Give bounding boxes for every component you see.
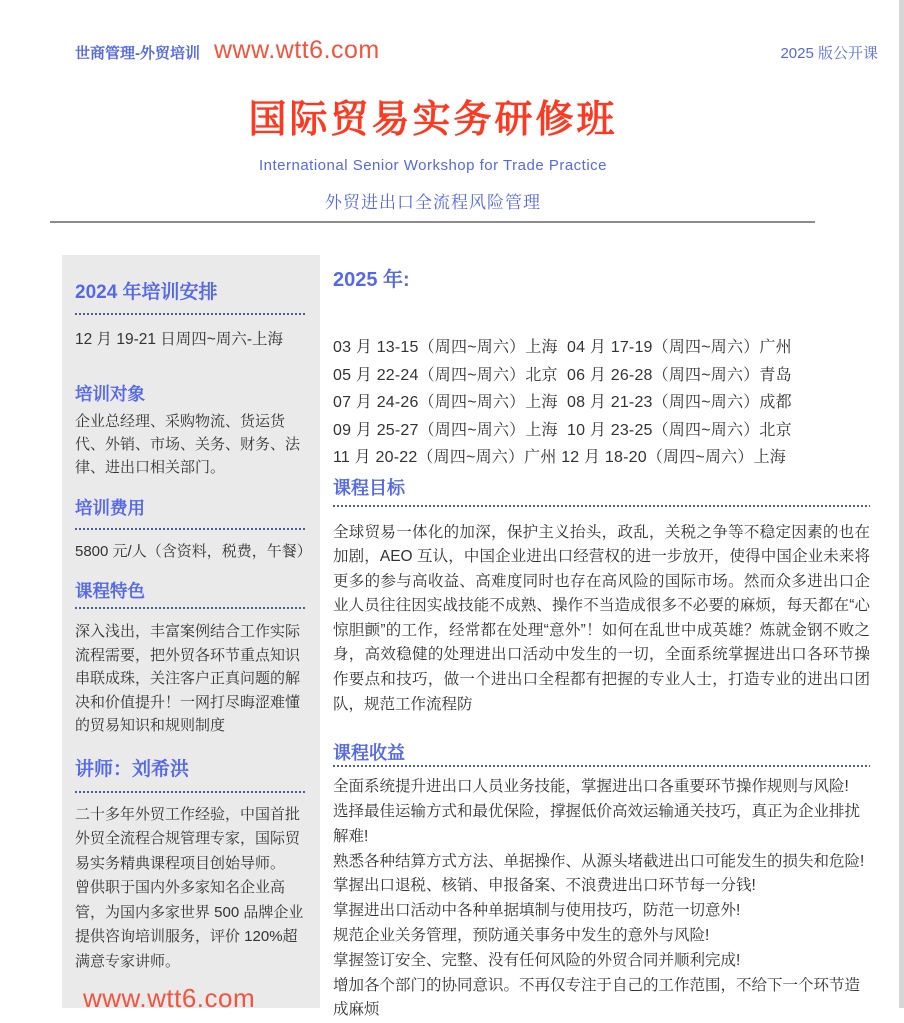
schedule-row: 07 月 24-26（周四~周六）上海 08 月 21-23（周四~周六）成都 [333, 394, 792, 411]
scrollbar-track[interactable] [899, 0, 904, 1008]
sidebar-heading-lecturer: 讲师：刘希洪 [75, 758, 190, 780]
benefit-item: 全面系统提升进出口人员业务技能，掌握进出口各重要环节操作规则与风险! [333, 778, 849, 796]
benefit-item: 熟悉各种结算方式方法、单据操作、从源头堵截进出口可能发生的损失和危险! [333, 852, 865, 870]
page-title: 国际贸易实务研修班 [248, 99, 618, 141]
header-divider [50, 221, 815, 223]
sidebar [62, 255, 320, 1008]
dotted-separator [75, 607, 307, 609]
schedule-row: 05 月 22-24（周四~周六）北京 06 月 26-28（周四~周六）青岛 [333, 366, 792, 384]
dotted-separator [333, 505, 870, 507]
dotted-separator [333, 765, 870, 767]
site-link-top[interactable]: www.wtt6.com [214, 36, 380, 64]
site-link-bottom[interactable]: www.wtt6.com [83, 983, 256, 1008]
objectives-text: 全球贸易一体化的加深，保护主义抬头，政乱，关税之争等不稳定因素的也在加剧，AEO 互认，中国企业进出口经营权的进一步放开，使得中国企业未来将更多的参与高收益、高难度同时也存在高风险的国际市场。然而众多进出口企业人员往往因实战技能不成熟、操作不当造成很多不必要的麻烦，每天都在“心惊胆颤”的工作，经常都在处理“意外”！如何在乱世中成英雄？炼就金钢不败之身，高效稳健的处理进出口活动中发生的一切，全面系统掌握进出口各环节操作要点和技巧，做一个进出口全程都有把握的专业人士，打造专业的进出口团队，规范工作流程防 [333, 523, 870, 713]
fee-text: 5800 元/人（含资料，税费，午餐） [75, 543, 312, 560]
schedule-2025-list [333, 334, 870, 472]
sidebar-heading-features: 课程特色 [75, 581, 145, 601]
heading-2025-schedule: 2025 年: [333, 269, 410, 291]
sidebar-heading-2024-schedule: 2024 年培训安排 [75, 282, 218, 303]
benefit-item: 选择最佳运输方式和最优保险，撑握低价高效运输通关技巧，真正为企业排扰解难! [333, 803, 861, 845]
brand-label: 世商管理-外贸培训 [75, 45, 200, 62]
dotted-separator [75, 313, 307, 315]
subtitle-english: International Senior Workshop for Trade Practice [258, 157, 608, 174]
benefit-item: 增加各个部门的协同意识。不再仅专注于自己的工作范围，不给下一个环节造成麻烦 [333, 976, 861, 1019]
lecturer-bio-2: 曾供职于国内外多家知名企业高管，为国内多家世界 500 品牌企业提供咨询培训服务，评价 120%超满意专家讲师。 [75, 879, 304, 970]
dotted-separator [75, 791, 307, 793]
main-content [333, 255, 870, 1023]
audience-text: 企业总经理、采购物流、货运货代、外销、市场、关务、财务、法律、进出口相关部门。 [75, 413, 301, 476]
heading-objectives: 课程目标 [333, 477, 405, 498]
edition-label: 2025 版公开课 [780, 45, 878, 62]
header [75, 36, 878, 65]
benefit-item: 掌握进出口活动中各种单据填制与使用技巧，防范一切意外! [333, 902, 741, 920]
session-2024: 12 月 19-21 日周四~周六-上海 [75, 331, 284, 348]
dotted-separator [75, 528, 307, 530]
lecturer-bio-1: 二十多年外贸工作经验，中国首批外贸全流程合规管理专家，国际贸易实务精典课程项目创始导师。 [75, 805, 301, 872]
sidebar-heading-fee: 培训费用 [75, 498, 145, 518]
benefit-item: 掌握出口退税、核销、申报备案、不浪费进出口环节每一分钱! [333, 877, 756, 895]
schedule-row: 11 月 20-22（周四~周六）广州 12 月 18-20（周四~周六）上海 [333, 449, 786, 466]
schedule-row: 03 月 13-15（周四~周六）上海 04 月 17-19（周四~周六）广州 [333, 339, 792, 356]
schedule-row: 09 月 25-27（周四~周六）上海 10 月 23-25（周四~周六）北京 [333, 421, 792, 439]
benefit-item: 规范企业关务管理，预防通关事务中发生的意外与风险! [333, 927, 710, 945]
subtitle-chinese: 外贸进出口全流程风险管理 [325, 193, 541, 212]
benefits-list [333, 775, 870, 1023]
features-text: 深入浅出，丰富案例结合工作实际流程需要，把外贸各环节重点知识串联成珠，关注客户正真问题的解决和价值提升！一网打尽晦涩难懂的贸易知识和规则制度 [75, 623, 301, 734]
benefit-item: 掌握签订安全、完整、没有任何风险的外贸合同并顺利完成! [333, 951, 741, 969]
heading-benefits: 课程收益 [333, 743, 405, 764]
sidebar-heading-audience: 培训对象 [75, 384, 145, 404]
